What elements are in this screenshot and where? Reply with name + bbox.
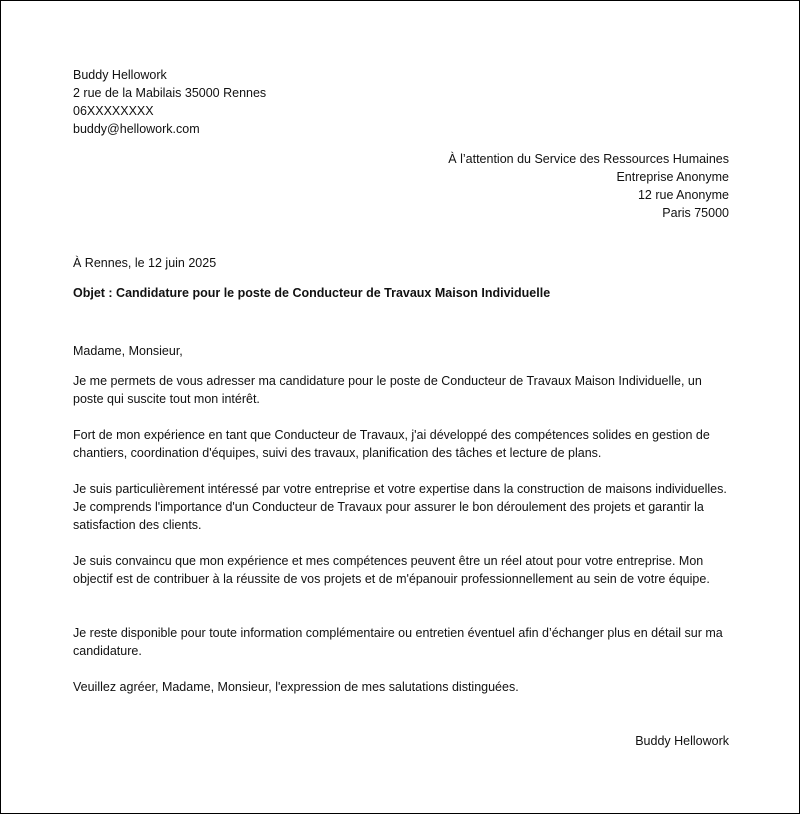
body-paragraph-5: Je reste disponible pour toute information complémentaire ou entretien éventuel afin d’échanger plus en détail sur ma candidature.: [73, 626, 723, 658]
body-paragraph-2: Fort de mon expérience en tant que Conducteur de Travaux, j'ai développé des compétences solides en gestion de chantiers, coordination d'équipes, suivi des travaux, planification des tâches et lecture de plans.: [73, 428, 710, 460]
sender-name: Buddy Hellowork: [73, 68, 167, 82]
sender-block: [73, 66, 729, 138]
date-text: À Rennes, le 12 juin 2025: [73, 256, 217, 270]
recipient-street: 12 rue Anonyme: [637, 188, 729, 202]
sender-address: 2 rue de la Mabilais 35000 Rennes: [73, 86, 267, 100]
body-paragraph-3: Je suis particulièrement intéressé par votre entreprise et votre expertise dans la construction de maisons individuelles. Je comprends l'importance d'un Conducteur de Travaux pour assurer le bon déroulement des projets et garantir la satisfaction des clients.: [73, 482, 727, 532]
sender-email: buddy@hellowork.com: [73, 122, 200, 136]
body-paragraph-4: Je suis convaincu que mon expérience et mes compétences peuvent être un réel atout pour votre entreprise. Mon objectif est de contribuer à la réussite de vos projets et de m'épanouir professionnellement au sein de votre équipe.: [73, 554, 710, 586]
recipient-block: [73, 150, 729, 222]
body-paragraph-1: Je me permets de vous adresser ma candidature pour le poste de Conducteur de Travaux Maison Individuelle, un poste qui suscite tout mon intérêt.: [73, 374, 702, 406]
closing-paragraph: Veuillez agréer, Madame, Monsieur, l'expression de mes salutations distinguées.: [73, 680, 519, 694]
date-line: [73, 254, 729, 272]
subject-text: Objet : Candidature pour le poste de Conducteur de Travaux Maison Individuelle: [73, 286, 551, 300]
recipient-city: Paris 75000: [662, 206, 729, 220]
signature-text: Buddy Hellowork: [635, 734, 729, 748]
sender-phone: 06XXXXXXXX: [73, 104, 154, 118]
salutation-text: Madame, Monsieur,: [73, 344, 183, 358]
recipient-attention: À l’attention du Service des Ressources Humaines: [448, 152, 729, 166]
salutation: [73, 342, 729, 360]
recipient-company: Entreprise Anonyme: [616, 170, 729, 184]
signature: [73, 732, 729, 750]
subject-line: [73, 284, 729, 302]
